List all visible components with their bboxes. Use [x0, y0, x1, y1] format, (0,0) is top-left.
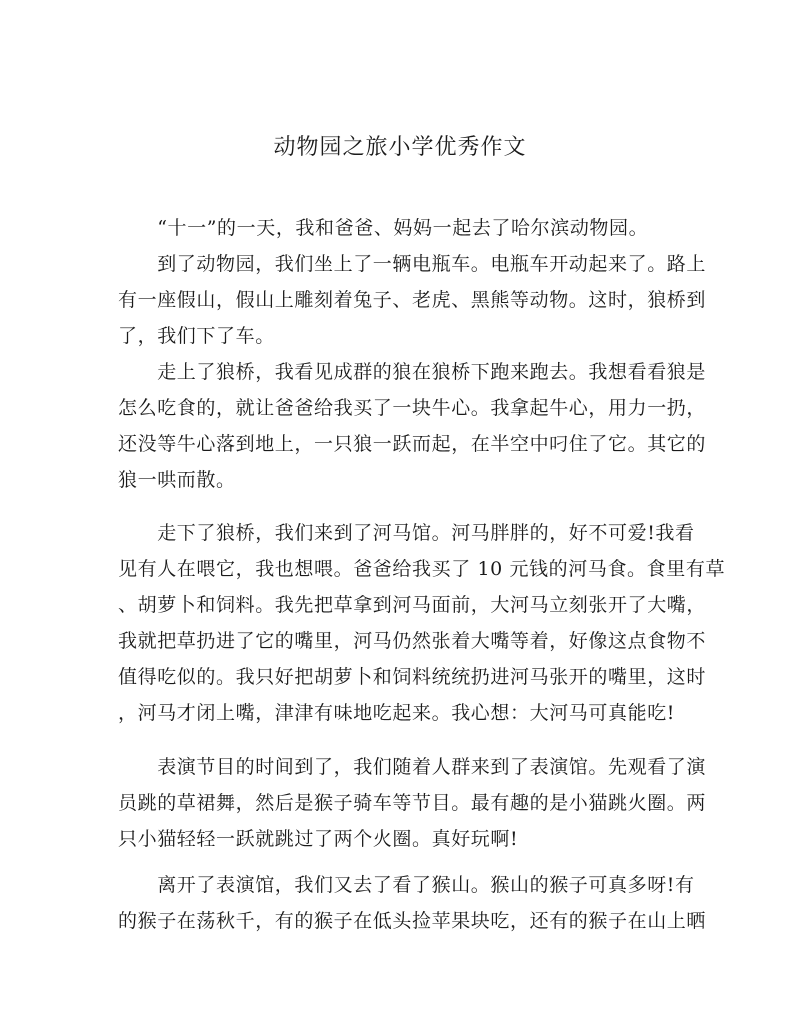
text-line: 狼一哄而散。 [118, 469, 236, 491]
text-line: 我就把草扔进了它的嘴里，河马仍然张着大嘴等着，好像这点食物不 [118, 630, 707, 652]
text-line: ，河马才闭上嘴，津津有味地吃起来。我心想：大河马可真能吃! [118, 702, 676, 724]
document-title: 动物园之旅小学优秀作文 [273, 135, 527, 160]
text-line: 还没等牛心落到地上，一只狼一跃而起，在半空中叼住了它。其它的 [118, 433, 707, 455]
text-line: 表演节目的时间到了，我们随着人群来到了表演馆。先观看了演 [118, 756, 707, 778]
text-line: 了，我们下了车。 [118, 325, 275, 347]
text-line: 有一座假山，假山上雕刻着兔子、老虎、黑熊等动物。这时，狼桥到 [118, 289, 707, 311]
text-line: 见有人在喂它，我也想喂。爸爸给我买了 10 元钱的河马食。食里有草 [118, 558, 726, 580]
text-line: 员跳的草裙舞，然后是猴子骑车等节目。最有趣的是小猫跳火圈。两 [118, 792, 707, 814]
text-line: 只小猫轻轻一跃就跳过了两个火圈。真好玩啊! [118, 828, 519, 850]
text-line: 走上了狼桥，我看见成群的狼在狼桥下跑来跑去。我想看看狼是 [118, 361, 707, 383]
text-line: 怎么吃食的，就让爸爸给我买了一块牛心。我拿起牛心，用力一扔， [118, 397, 707, 419]
text-line: 值得吃似的。我只好把胡萝卜和饲料统统扔进河马张开的嘴里，这时 [118, 666, 707, 688]
text-line: “十一”的一天，我和爸爸、妈妈一起去了哈尔滨动物园。 [118, 217, 649, 239]
text-line: 、胡萝卜和饲料。我先把草拿到河马面前，大河马立刻张开了大嘴， [118, 594, 707, 616]
text-line: 走下了狼桥，我们来到了河马馆。河马胖胖的，好不可爱!我看 [118, 522, 695, 544]
text-line: 到了动物园，我们坐上了一辆电瓶车。电瓶车开动起来了。路上 [118, 253, 707, 275]
text-line: 的猴子在荡秋千，有的猴子在低头捡苹果块吃，还有的猴子在山上晒 [118, 910, 707, 932]
text-line: 离开了表演馆，我们又去了看了猴山。猴山的猴子可真多呀!有 [118, 874, 695, 896]
